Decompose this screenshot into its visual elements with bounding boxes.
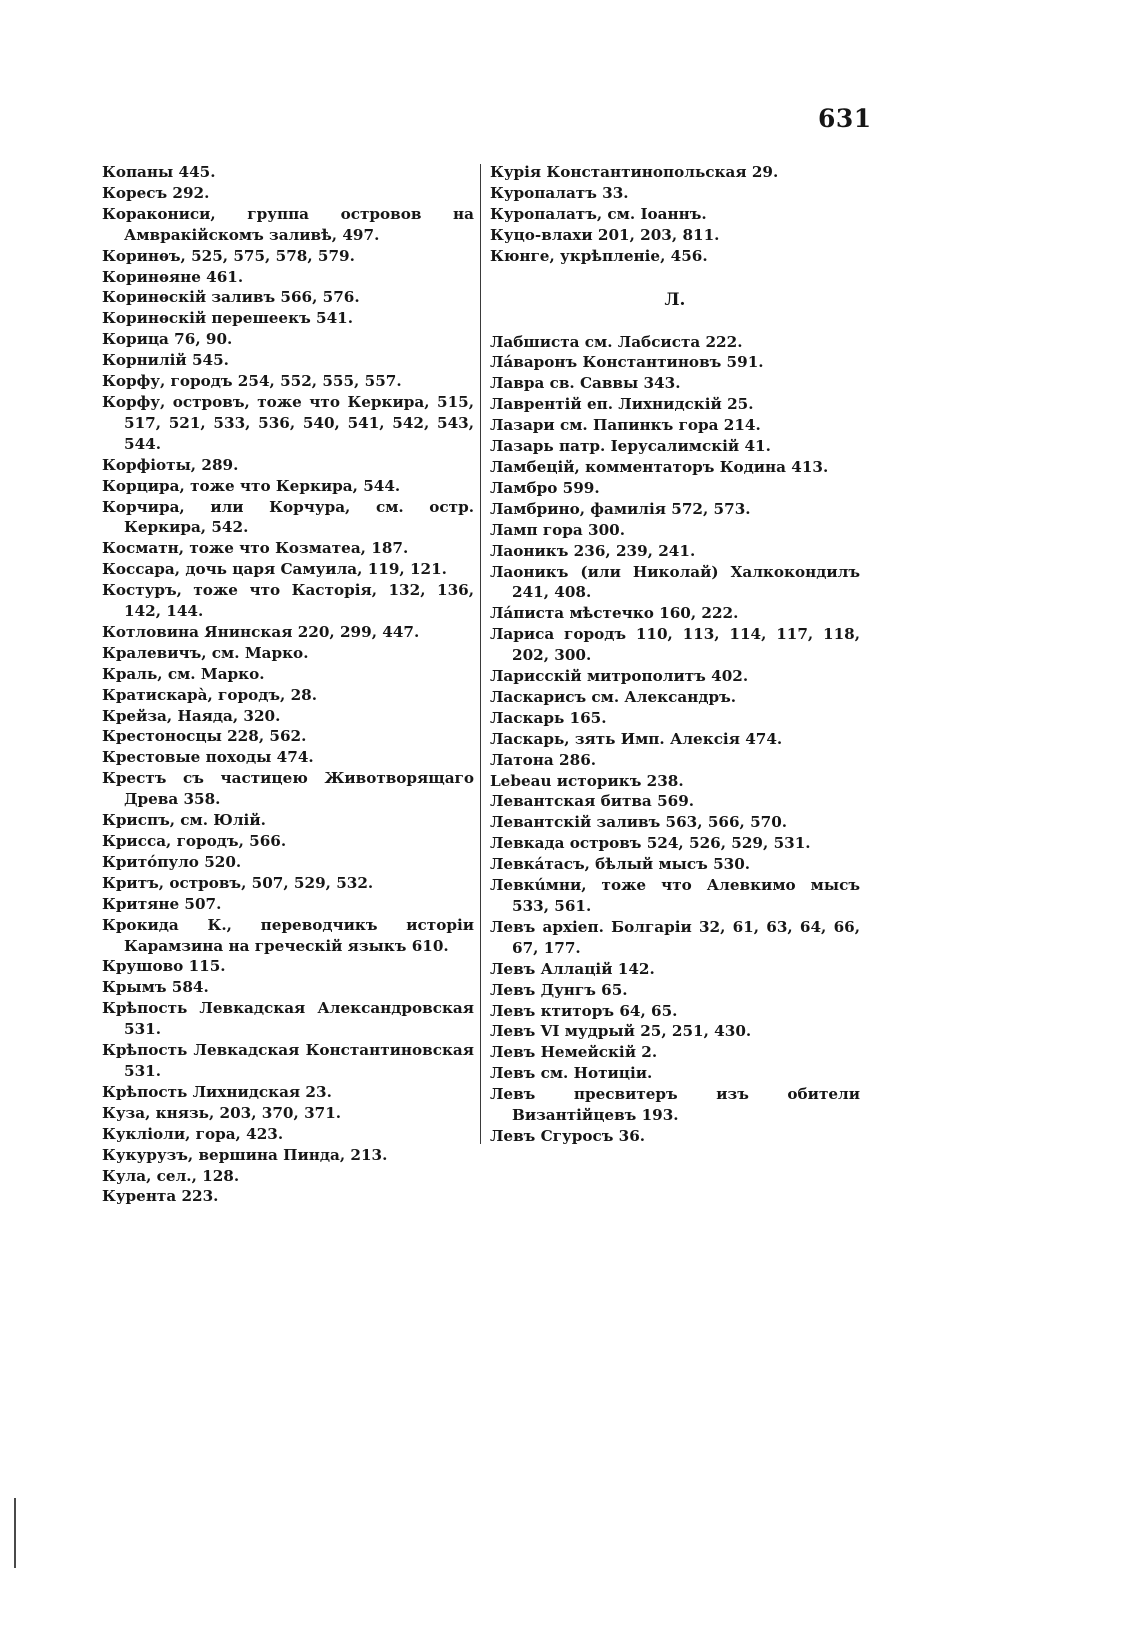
index-entry: Левъ Немейскій 2. <box>490 1043 658 1062</box>
index-entry: Левъ VI мудрый 25, 251, 430. <box>490 1022 752 1041</box>
section-heading-l: Л. <box>664 289 686 310</box>
index-entry: Левкáтасъ, бѣлый мысъ 530. <box>490 855 751 874</box>
index-entry: Кратискарà, городъ, 28. <box>102 685 317 704</box>
page-number: 631 <box>818 104 872 133</box>
index-entry: Ламбро 599. <box>490 478 600 497</box>
index-entry: Коринѳяне 461. <box>102 267 244 286</box>
index-entry: Коресъ 292. <box>102 183 210 202</box>
index-entry: Куза, князь, 203, 370, 371. <box>102 1103 342 1122</box>
index-entry: Крѣпость Левкадская Александровская 531. <box>102 999 474 1039</box>
index-entry: Лаврентій еп. Лихнидскій 25. <box>490 395 754 414</box>
index-entry: Латона 286. <box>490 750 597 769</box>
index-entry: Крисса, городъ, 566. <box>102 832 287 850</box>
index-entry: Ласкарь 165. <box>490 708 607 727</box>
index-entry: Крокида К., переводчикъ исторіи Карамзина на греческій языкъ 610. <box>102 915 474 955</box>
index-entry: Косматн, тоже что Козматеа, 187. <box>102 539 409 558</box>
scan-margin-mark <box>14 1498 16 1568</box>
index-entry: Кула, сел., 128. <box>102 1166 240 1185</box>
index-entry: Ларисскій митрополитъ 402. <box>490 667 749 686</box>
right-entries-after-heading <box>490 332 860 1147</box>
index-entry: Курента 223. <box>102 1187 219 1206</box>
index-entry: Лазари см. Папинкъ гора 214. <box>490 416 761 435</box>
index-entry: Левъ Дунгъ 65. <box>490 980 628 999</box>
index-entry: Коринѳскій перешеекъ 541. <box>102 309 353 328</box>
index-entry: Лабшиста см. Лабсиста 222. <box>490 332 743 351</box>
index-entry: Левъ Сгуросъ 36. <box>490 1126 646 1145</box>
index-entry: Критóпуло 520. <box>102 852 242 871</box>
index-entry: Крушово 115. <box>102 957 226 976</box>
index-entry: Коракониси, группа островов на Амвракійскомъ заливѣ, 497. <box>102 204 474 244</box>
index-entry: Лаоникъ (или Николай) Халкокондилъ 241, 408. <box>490 562 860 602</box>
index-entry: Коссара, дочь царя Самуила, 119, 121. <box>102 560 447 579</box>
index-entry: Лариса городъ 110, 113, 114, 117, 118, 202, 300. <box>490 625 860 665</box>
index-entry: Корфу, городъ 254, 552, 555, 557. <box>102 372 402 391</box>
index-entry: Лазарь патр. Іерусалимскій 41. <box>490 437 771 456</box>
index-entry: Левъ Аллацій 142. <box>490 959 655 978</box>
index-entry: Лáваронъ Константиновъ 591. <box>490 353 764 372</box>
index-entry: Криспъ, см. Юлій. <box>102 811 266 830</box>
index-entry: Крестовые походы 474. <box>102 748 314 767</box>
index-entry: Корфіоты, 289. <box>102 455 239 474</box>
index-entry: Левъ архіеп. Болгаріи 32, 61, 63, 64, 66, 67, 177. <box>490 917 860 957</box>
index-entry: Лавра св. Саввы 343. <box>490 374 681 393</box>
index-entry: Лáписта мѣстечко 160, 222. <box>490 604 739 623</box>
index-entry: Левантская битва 569. <box>490 792 695 811</box>
index-entry: Крѣпость Левкадская Константиновская 531. <box>102 1041 474 1080</box>
index-entry: Краль, см. Марко. <box>102 664 265 683</box>
right-entries-before-heading <box>490 162 860 267</box>
index-entry: Корнилій 545. <box>102 351 229 370</box>
left-index-column <box>102 162 474 1207</box>
index-entry: Ламбецій, комментаторъ Кодина 413. <box>490 457 829 476</box>
index-entry: Левантскій заливъ 563, 566, 570. <box>490 813 788 832</box>
index-entry: Ласкарь, зять Имп. Алексія 474. <box>490 729 783 748</box>
index-entry: Куропалатъ 33. <box>490 183 629 202</box>
index-entry: Курія Константинопольская 29. <box>490 163 779 181</box>
index-entry: Корфу, островъ, тоже что Керкира, 515, 517, 521, 533, 536, 540, 541, 542, 543, 544. <box>102 392 474 453</box>
index-entry: Ламбрино, фамилія 572, 573. <box>490 499 751 518</box>
index-entry: Крымъ 584. <box>102 978 209 997</box>
index-entry: Крейза, Наяда, 320. <box>102 706 281 725</box>
index-entry: Кукурузъ, вершина Пинда, 213. <box>102 1145 388 1164</box>
index-entry: Кралевичъ, см. Марко. <box>102 643 309 662</box>
index-entry: Lebeau историкъ 238. <box>490 771 684 790</box>
index-entry: Корица 76, 90. <box>102 330 233 349</box>
column-divider <box>480 164 481 1144</box>
index-entry: Кукліоли, гора, 423. <box>102 1124 284 1143</box>
index-entry: Корчира, или Корчура, см. остр. Керкира, 542. <box>102 497 474 537</box>
index-entry: Костуръ, тоже что Касторія, 132, 136, 142, 144. <box>102 581 474 621</box>
index-entry: Куропалатъ, см. Іоаннъ. <box>490 204 707 223</box>
index-entry: Крѣпость Лихнидская 23. <box>102 1082 332 1101</box>
index-entry: Коринѳскій заливъ 566, 576. <box>102 288 360 307</box>
index-entry: Критъ, островъ, 507, 529, 532. <box>102 873 374 892</box>
index-entry: Левъ пресвитеръ изъ обители Византійцевъ 193. <box>490 1085 860 1125</box>
index-entry: Левъ см. Нотиціи. <box>490 1064 653 1083</box>
index-entry: Кюнге, укрѣпленіе, 456. <box>490 246 708 265</box>
index-entry: Левкúмни, тоже что Алевкимо мысъ 533, 561. <box>490 876 860 915</box>
index-entry: Крестоносцы 228, 562. <box>102 727 307 746</box>
right-index-column <box>490 162 860 1147</box>
index-entry: Ласкарисъ см. Александръ. <box>490 687 737 706</box>
index-entry: Копаны 445. <box>102 163 216 181</box>
index-entry: Котловина Янинская 220, 299, 447. <box>102 622 420 641</box>
index-entry: Куцо-влахи 201, 203, 811. <box>490 225 720 244</box>
index-entry: Корцира, тоже что Керкира, 544. <box>102 476 401 495</box>
index-entry: Левъ ктиторъ 64, 65. <box>490 1001 678 1020</box>
index-entry: Критяне 507. <box>102 894 222 913</box>
index-entry: Лаоникъ 236, 239, 241. <box>490 541 696 560</box>
index-entry: Левкада островъ 524, 526, 529, 531. <box>490 834 811 853</box>
index-entry: Крестъ съ частицею Животворящаго Древа 358. <box>102 769 474 809</box>
index-entry: Коринѳъ, 525, 575, 578, 579. <box>102 246 355 265</box>
index-entry: Ламп гора 300. <box>490 520 626 539</box>
